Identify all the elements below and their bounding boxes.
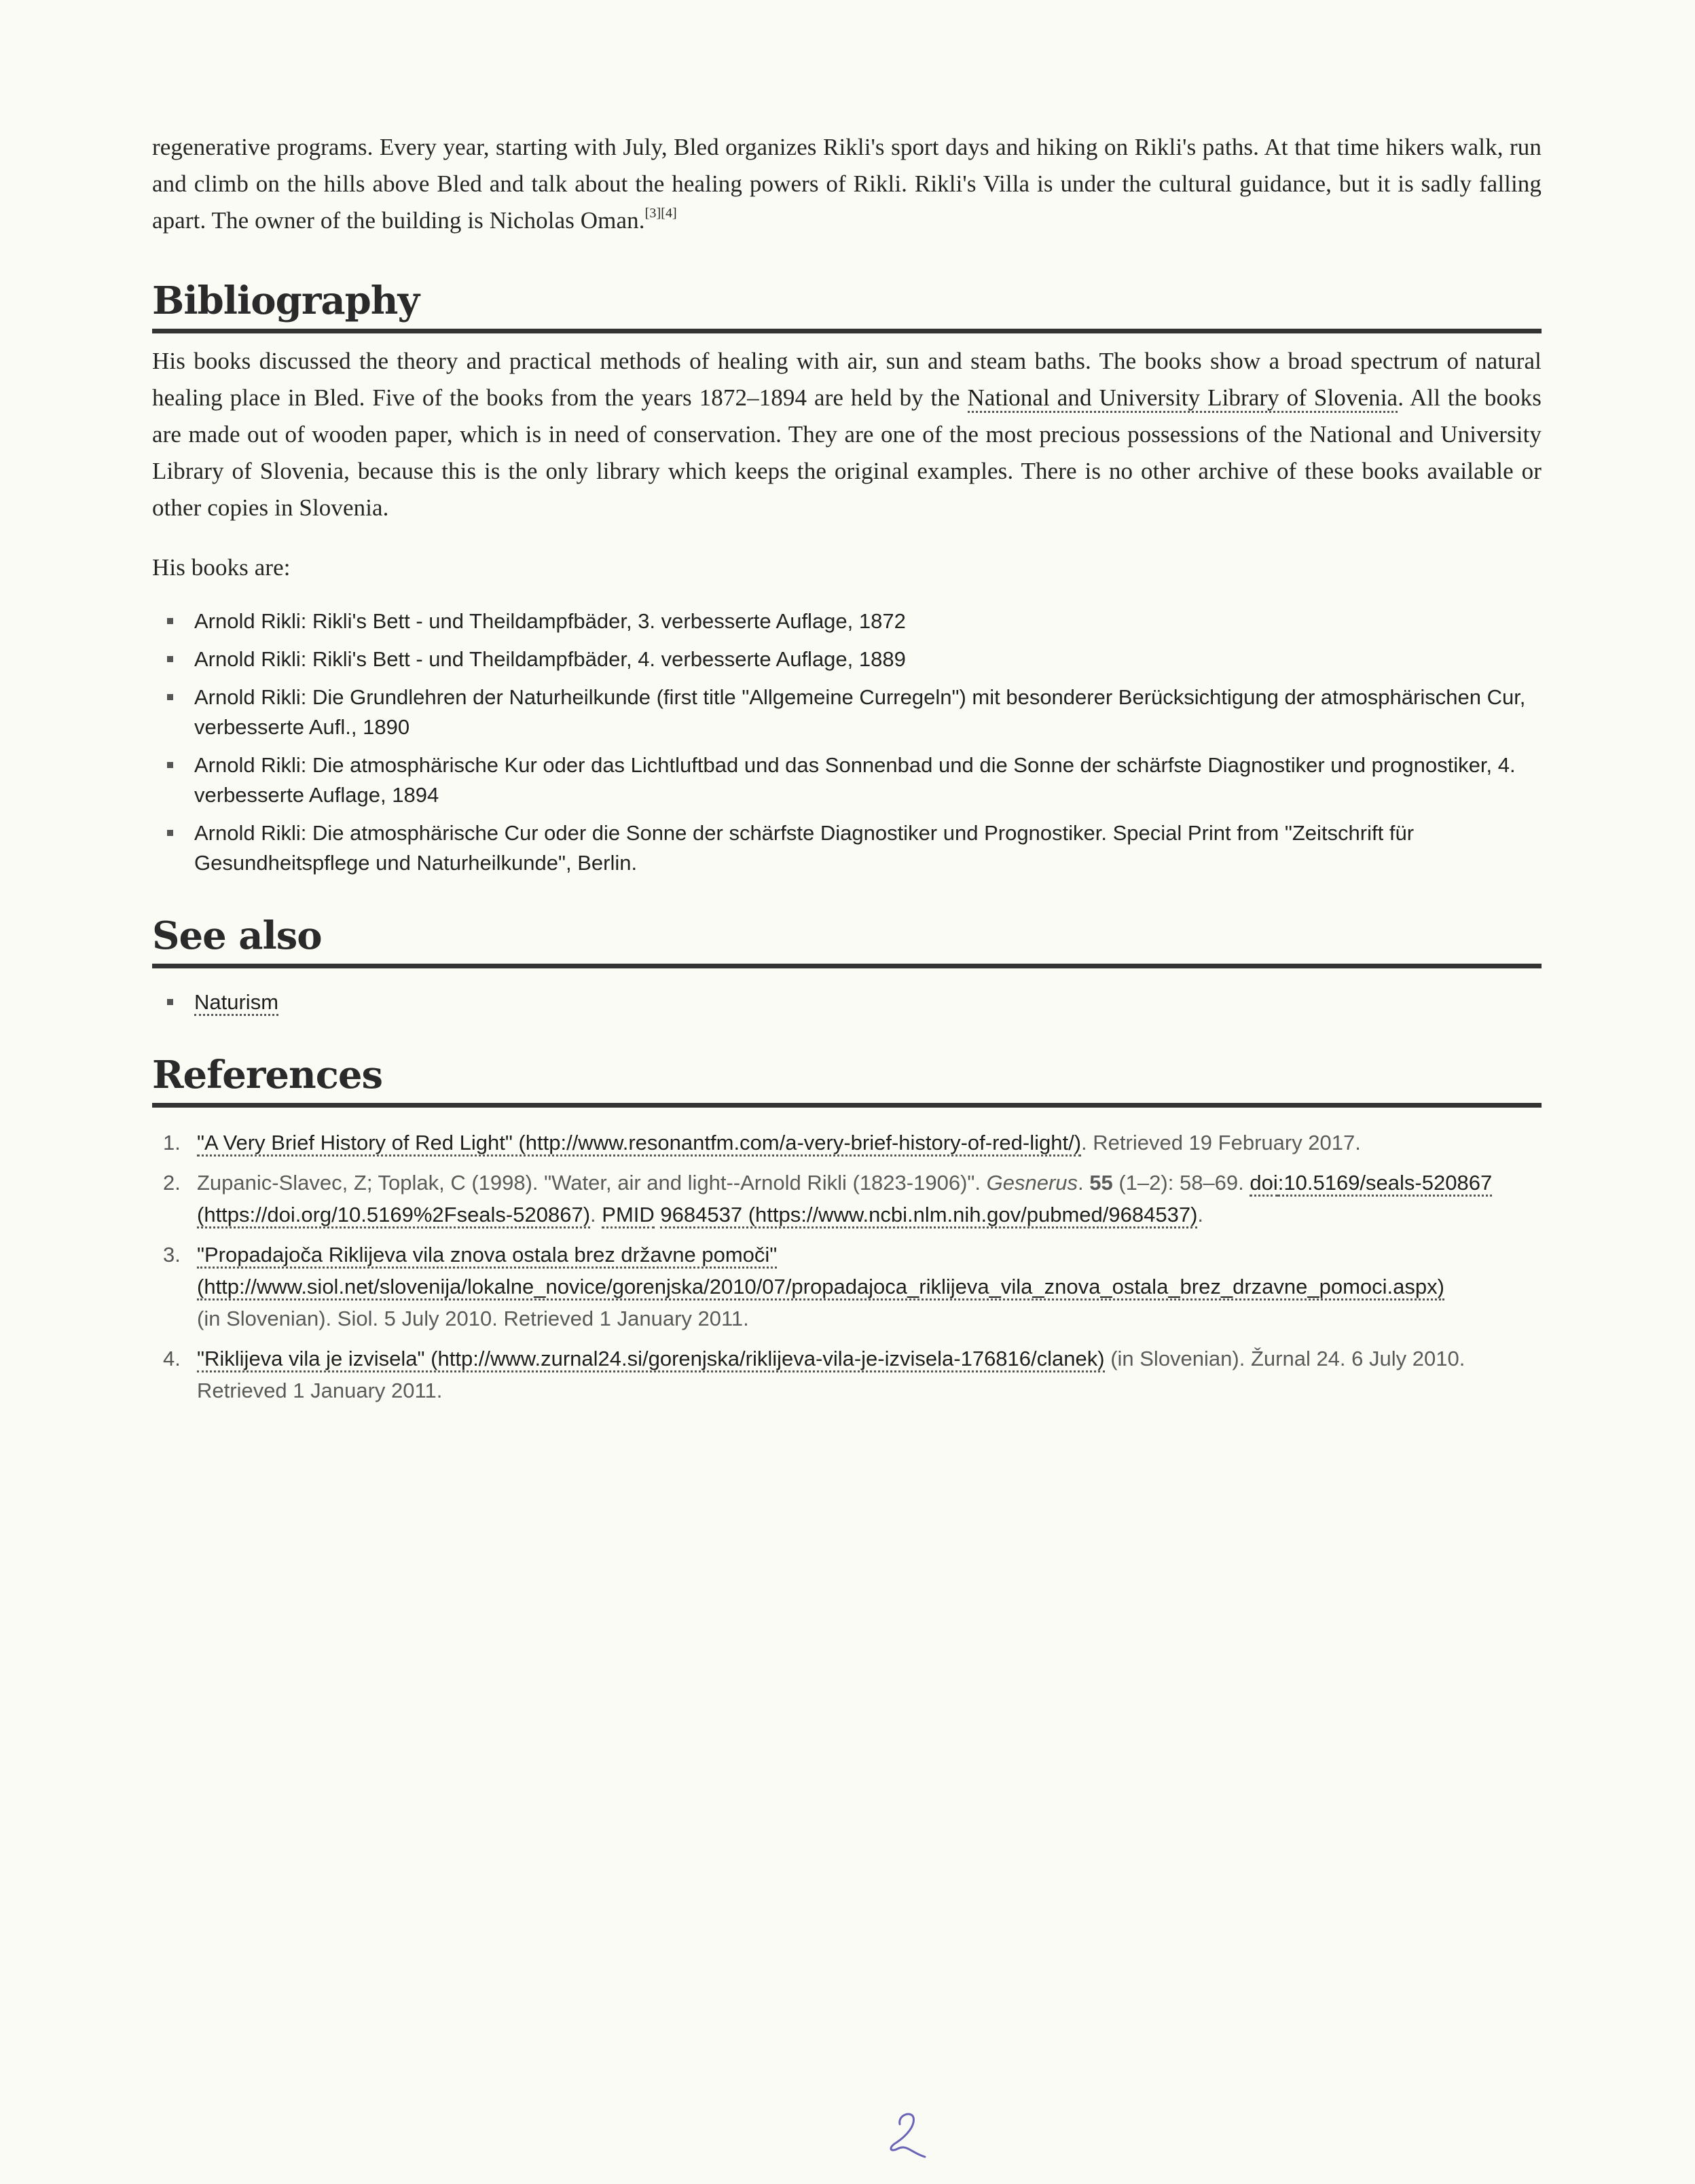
bullet-icon: [167, 999, 173, 1005]
separator: .: [1078, 1171, 1090, 1195]
reference-number: 1.: [163, 1131, 181, 1154]
books-intro: His books are:: [152, 554, 291, 581]
reference-retrieved: (in Slovenian). Žurnal 24. 6 July 2010. Retrieved 1 January 2011.: [197, 1347, 1465, 1402]
list-item: [194, 682, 1542, 742]
references-list: [152, 1127, 1542, 1406]
reference-link-url[interactable]: (http://www.siol.net/slovenija/lokalne_novice/gorenjska/2010/07/propadajoca_riklijeva_vila_znova_ostala_brez_drzavne_pomoci.aspx): [197, 1275, 1444, 1300]
reference-authors: Zupanic-Slavec, Z; Toplak, C (1998). "Water, air and light--Arnold Rikli (1823-1906)".: [197, 1171, 987, 1195]
bullet-icon: [167, 694, 173, 700]
books-list: [152, 606, 1542, 878]
book-title: Arnold Rikli: Die atmosphärische Kur oder das Lichtluftbad und das Sonnenbad und die Sonne der schärfste Diagnostiker und prognostiker, 4. verbesserte Auflage, 1894: [194, 753, 1516, 807]
bullet-icon: [167, 618, 173, 624]
reference-link-title[interactable]: "Propadajoča Riklijeva vila znova ostala brez državne pomoči": [197, 1243, 777, 1269]
reference-item: [163, 1127, 1542, 1159]
reference-item: [163, 1239, 1542, 1334]
bibliography-paragraph: [152, 343, 1542, 526]
list-item: [194, 750, 1542, 810]
bibliography-text-1: His books discussed the theory and practical methods of healing with air, sun and steam baths. The books show a broad spectrum of natural healing place in Bled. Five of the books from the years 1872–1894 are held by the: [152, 348, 1542, 411]
pmid-label-link[interactable]: PMID: [602, 1203, 655, 1228]
reference-journal: Gesnerus: [986, 1171, 1078, 1195]
see-also-section: [152, 912, 1542, 1017]
see-also-heading: See also: [152, 912, 1542, 968]
doi-label-link[interactable]: doi: [1250, 1171, 1277, 1197]
national-library-link[interactable]: National and University Library of Slovenia: [968, 384, 1398, 413]
intro-paragraph: [152, 129, 1542, 239]
bullet-icon: [167, 830, 173, 836]
list-item: [194, 644, 1542, 674]
handwritten-page-number: [876, 2105, 937, 2160]
citation-superscript[interactable]: [3][4]: [644, 206, 677, 221]
see-also-list: [152, 987, 1542, 1017]
reference-issue-pages: (1–2): 58–69.: [1112, 1171, 1250, 1195]
reference-link[interactable]: "Riklijeva vila je izvisela" (http://www.zurnal24.si/gorenjska/riklijeva-vila-je-izvisela-176816/clanek): [197, 1347, 1105, 1372]
bullet-icon: [167, 762, 173, 768]
separator: .: [590, 1203, 602, 1226]
reference-number: 2.: [163, 1171, 181, 1195]
bibliography-text-2: . All the books are made out of wooden paper, which is in need of conservation. They are one of the most precious possessions of the National and University Library of Slovenia, because this is the only library which keeps the original examples. There is no other archive of these books available or other copies in Slovenia.: [152, 384, 1542, 521]
book-title: Arnold Rikli: Rikli's Bett - und Theildampfbäder, 4. verbesserte Auflage, 1889: [194, 647, 906, 671]
list-item: [194, 606, 1542, 636]
reference-retrieved: . Retrieved 19 February 2017.: [1081, 1131, 1361, 1154]
intro-text: regenerative programs. Every year, starting with July, Bled organizes Rikli's sport days and hiking on Rikli's paths. At that time hikers walk, run and climb on the hills above Bled and talk about the healing powers of Rikli. Rikli's Villa is under the cultural guidance, but it is sadly falling apart. The owner of the building is Nicholas Oman.: [152, 134, 1542, 234]
book-title: Arnold Rikli: Rikli's Bett - und Theildampfbäder, 3. verbesserte Auflage, 1872: [194, 609, 906, 633]
bullet-icon: [167, 656, 173, 662]
bibliography-section: [152, 277, 1542, 878]
reference-item: [163, 1343, 1542, 1406]
list-item: [194, 818, 1542, 878]
reference-number: 3.: [163, 1243, 181, 1267]
references-section: [152, 1051, 1542, 1406]
doi-link[interactable]: :10.5169/seals-520867 (https://doi.org/10.5169%2Fseals-520867): [197, 1171, 1492, 1228]
book-title: Arnold Rikli: Die atmosphärische Cur oder die Sonne der schärfste Diagnostiker und Prognostiker. Special Print from "Zeitschrift für Gesundheitspflege und Naturheilkunde", Berlin.: [194, 821, 1415, 875]
pmid-link[interactable]: 9684537 (https://www.ncbi.nlm.nih.gov/pubmed/9684537): [660, 1203, 1197, 1228]
reference-end: .: [1197, 1203, 1204, 1226]
references-heading: References: [152, 1051, 1542, 1108]
naturism-link[interactable]: Naturism: [194, 990, 278, 1016]
book-title: Arnold Rikli: Die Grundlehren der Naturheilkunde (first title "Allgemeine Curregeln") mit besonderer Berücksichtigung der atmosphärischen Cur, verbesserte Aufl., 1890: [194, 685, 1526, 739]
list-item: [194, 987, 1542, 1017]
reference-link[interactable]: "A Very Brief History of Red Light" (http://www.resonantfm.com/a-very-brief-history-of-red-light/): [197, 1131, 1081, 1157]
reference-number: 4.: [163, 1347, 181, 1370]
document-page: [152, 129, 1542, 1415]
reference-volume: 55: [1089, 1171, 1113, 1195]
reference-retrieved: (in Slovenian). Siol. 5 July 2010. Retrieved 1 January 2011.: [197, 1307, 749, 1330]
bibliography-heading: Bibliography: [152, 277, 1542, 333]
reference-item: [163, 1167, 1542, 1231]
